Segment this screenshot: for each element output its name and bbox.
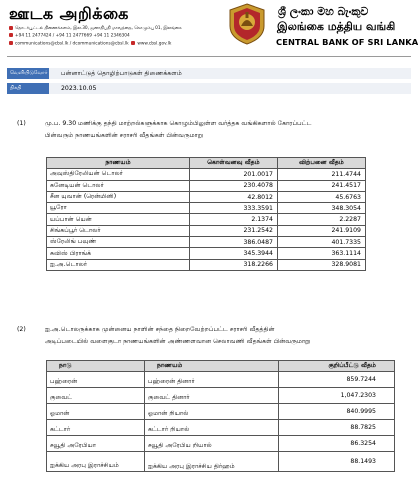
header-currency: நாணயம் xyxy=(47,158,190,169)
rate-cell: 88.7825 xyxy=(279,420,395,436)
currency-cell: பஹ்ரைன் தினார் xyxy=(145,372,279,388)
selling-rate-cell: 401.7335 xyxy=(278,237,366,248)
currency-cell: அவுஸ்திரேலியன் டொலர் xyxy=(47,169,190,180)
table-row xyxy=(47,225,366,236)
currency-cell: சுவிஸ் பிராங்க் xyxy=(47,248,190,259)
cbsl-emblem-icon xyxy=(227,2,267,46)
email-text[interactable]: communications@cbsl.lk / dcommunications@cbsl.lk xyxy=(15,41,129,47)
currency-cell: கட்டார் றியால் xyxy=(145,420,279,436)
selling-rate-cell: 241.9109 xyxy=(278,225,366,236)
table-row xyxy=(47,259,366,270)
contact-line xyxy=(9,41,171,47)
section2-number: (2) xyxy=(17,326,26,333)
date-value: 2023.10.05 xyxy=(49,83,411,94)
date-label: திகதி xyxy=(7,83,49,94)
table-row xyxy=(47,237,366,248)
table-row xyxy=(47,372,395,388)
gulf-currency-table xyxy=(46,360,395,472)
table-row xyxy=(47,248,366,259)
web-icon xyxy=(131,41,135,45)
header-divider xyxy=(7,56,411,57)
currency-cell: கனேடியன் டொலர் xyxy=(47,180,190,191)
currency-cell: யூரோ xyxy=(47,203,190,214)
currency-cell: சீன யுவான் (ரென்மினி) xyxy=(47,191,190,202)
selling-rate-cell: 211.4744 xyxy=(278,169,366,180)
table-row xyxy=(47,452,395,472)
table-row xyxy=(47,388,395,404)
table-row xyxy=(47,404,395,420)
country-cell: ஓமான் xyxy=(47,404,145,420)
table-header-row xyxy=(47,361,395,372)
press-release-title: ஊடக அறிக்கை xyxy=(9,4,129,23)
table-row xyxy=(47,180,366,191)
bank-name-sinhala: ශ්‍රී ලංකා මහ බැංකුව xyxy=(278,5,369,18)
rate-cell: 1,047.2303 xyxy=(279,388,395,404)
bank-name-english: CENTRAL BANK OF SRI LANKA xyxy=(276,37,418,47)
phone-icon xyxy=(9,33,13,37)
buying-rate-cell: 345.3944 xyxy=(190,248,278,259)
phone-line: +94 11 2477424 / +94 11 2477669 +94 11 2346304 xyxy=(9,33,130,39)
section2-line1: ஐ.அ.டொலருக்காக முன்னைய நாளின் சந்தை நிறைவேற்றப்பட்ட சராசரி வீதத்தின் xyxy=(45,326,275,333)
section1-line1: மு.ப. 9.30 மணிக்கு தந்தி மாற்றல்களுக்காக கொழும்பிலுள்ள வர்த்தக வங்கிகளால் கோரப்பட்ட xyxy=(45,120,312,127)
buying-rate-cell: 386.0487 xyxy=(190,237,278,248)
country-cell: குவைட் xyxy=(47,388,145,404)
bank-name-tamil: இலங்கை மத்திய வங்கி xyxy=(277,20,396,33)
buying-rate-cell: 42.8012 xyxy=(190,191,278,202)
selling-rate-cell: 328.9081 xyxy=(278,259,366,270)
header-selling-rate: விற்பனை வீதம் xyxy=(278,158,366,169)
rate-cell: 86.3254 xyxy=(279,436,395,452)
selling-rate-cell: 363.1114 xyxy=(278,248,366,259)
header-currency: நாணயம் xyxy=(145,361,279,372)
currency-cell: ஸ்ரேலிங் பவுண் xyxy=(47,237,190,248)
selling-rate-cell: 241.4517 xyxy=(278,180,366,191)
currency-cell: யப்பான் யென் xyxy=(47,214,190,225)
issued-by-label: வெளியிடுவோர் xyxy=(7,68,49,79)
website-link[interactable]: www.cbsl.gov.lk xyxy=(137,41,172,47)
rate-cell: 859.7244 xyxy=(279,372,395,388)
buying-rate-cell: 2.1374 xyxy=(190,214,278,225)
selling-rate-cell: 348.3054 xyxy=(278,203,366,214)
header-country: நாடு xyxy=(47,361,145,372)
rate-cell: 840.9995 xyxy=(279,404,395,420)
currency-cell: சிங்கப்பூர் டொலர் xyxy=(47,225,190,236)
section1-line2: பின்வரும் நாணயங்களின் சராசரி வீதங்கள் பின்வருமாறு xyxy=(45,132,204,139)
currency-cell: சவூதி அரேபிய றியால் xyxy=(145,436,279,452)
buying-rate-cell: 318.2266 xyxy=(190,259,278,270)
buying-rate-cell: 201.0017 xyxy=(190,169,278,180)
table-header-row xyxy=(47,158,366,169)
issued-by-value: பன்னாட்டுத் தொழிற்பாடுகள் திணைக்களம் xyxy=(49,68,411,79)
address-line: தொடர்பூட்டல் திணைக்களம், இல.30, ஜனாதிபதி மாவத்தை, கொழும்பு 01, இலங்கை xyxy=(9,25,182,31)
buying-rate-cell: 231.2542 xyxy=(190,225,278,236)
currency-cell: ஓமான் றியால் xyxy=(145,404,279,420)
section2-line2: அடிப்படையில் வளைகுடா நாணயங்களின் அண்ணளவான செலாவணி வீதங்கள் பின்வருமாறு xyxy=(45,338,311,345)
table-row xyxy=(47,191,366,202)
buying-rate-cell: 333.3591 xyxy=(190,203,278,214)
section1-number: (1) xyxy=(17,120,26,127)
country-cell: கட்டார் xyxy=(47,420,145,436)
exchange-rate-table xyxy=(46,157,366,271)
location-icon xyxy=(9,26,13,30)
buying-rate-cell: 230.4078 xyxy=(190,180,278,191)
header-buying-rate: கொள்வனவு வீதம் xyxy=(190,158,278,169)
table-row xyxy=(47,203,366,214)
country-cell: சவூதி அரேபியா xyxy=(47,436,145,452)
currency-cell: ஐ.அ.டொலர் xyxy=(47,259,190,270)
table-row xyxy=(47,436,395,452)
table-row xyxy=(47,420,395,436)
email-icon xyxy=(9,41,13,45)
currency-cell: ஐக்கிய அரபு இராச்சிய திர்ஹம் xyxy=(145,452,279,472)
selling-rate-cell: 45.6763 xyxy=(278,191,366,202)
table-row xyxy=(47,214,366,225)
currency-cell: குவைட் தினார் xyxy=(145,388,279,404)
table-row xyxy=(47,169,366,180)
header-indicative-rate: குறிப்பீட்டு வீதம் xyxy=(279,361,395,372)
selling-rate-cell: 2.2287 xyxy=(278,214,366,225)
country-cell: பஹ்ரைன் xyxy=(47,372,145,388)
rate-cell: 88.1493 xyxy=(279,452,395,472)
country-cell: ஐக்கிய அரபு இராச்சியம் xyxy=(47,452,145,472)
